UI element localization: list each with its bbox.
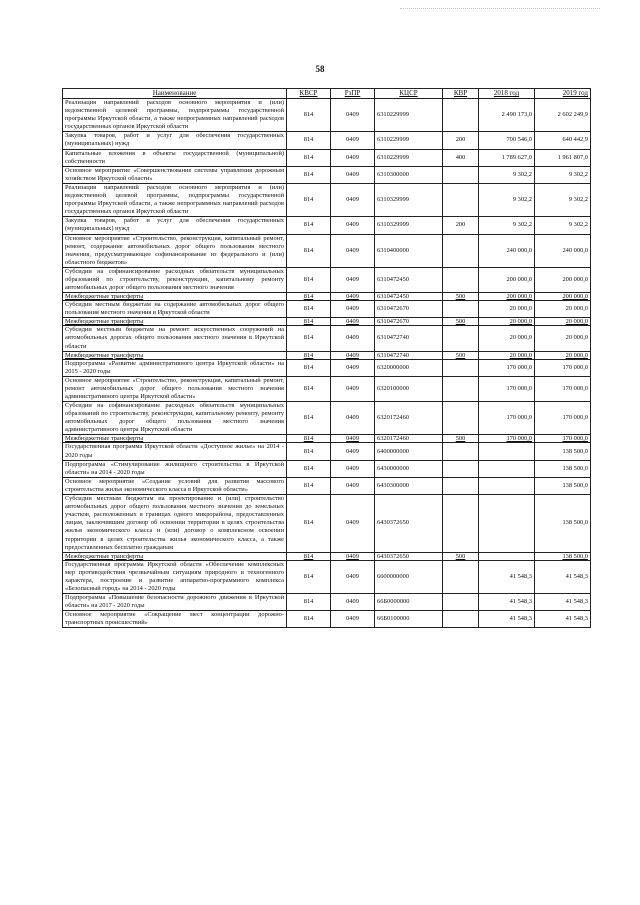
- cell-2018: [479, 443, 535, 460]
- cell-kvr: [443, 594, 479, 611]
- table-row: [63, 560, 591, 593]
- cell-2019: 138 500,0: [535, 443, 591, 460]
- cell-kvr: [443, 611, 479, 628]
- cell-kcsr: 6310472670: [375, 301, 443, 318]
- cell-2019: 170 000,0: [535, 402, 591, 435]
- cell-name: Основное мероприятие «Создание условий для развития массового строительства жилья экономического класса в Иркутской области»: [63, 477, 287, 494]
- table-row: [63, 376, 591, 401]
- table-row: [63, 183, 591, 216]
- cell-kvsr: 814: [287, 99, 331, 132]
- cell-kvsr: 814: [287, 351, 331, 359]
- cell-2018: 170 000,0: [479, 402, 535, 435]
- cell-2018: [479, 477, 535, 494]
- cell-2018: 700 546,0: [479, 132, 535, 149]
- cell-name: Субсидии местным бюджетам на ремонт искусственных сооружений на автомобильных дорогах общего пользования местного значения в Иркутской области: [63, 326, 287, 351]
- cell-2019: 640 442,9: [535, 132, 591, 149]
- cell-2018: 9 302,2: [479, 183, 535, 216]
- cell-kvr: [443, 495, 479, 553]
- cell-name: Закупка товаров, работ и услуг для обеспечения государственных (муниципальных) нужд: [63, 132, 287, 149]
- cell-2018: 170 000,0: [479, 359, 535, 376]
- cell-kcsr: 6430000000: [375, 460, 443, 477]
- cell-rzpr: 0409: [331, 217, 375, 234]
- cell-kvsr: 814: [287, 267, 331, 292]
- cell-kvr: [443, 443, 479, 460]
- cell-2019: 170 000,0: [535, 435, 591, 443]
- cell-2019: 20 000,0: [535, 326, 591, 351]
- cell-2018: 20 000,0: [479, 318, 535, 326]
- table-row-transfer: [63, 293, 591, 301]
- cell-2019: 138 500,0: [535, 552, 591, 560]
- cell-2019: 170 000,0: [535, 359, 591, 376]
- cell-name: Государственная программа Иркутской области «Доступное жилье» на 2014 - 2020 годы: [63, 443, 287, 460]
- cell-2019: 9 302,2: [535, 183, 591, 216]
- cell-kvr: [443, 402, 479, 435]
- cell-kcsr: 6310329999: [375, 217, 443, 234]
- cell-2019: 20 000,0: [535, 351, 591, 359]
- cell-2018: 9 302,2: [479, 166, 535, 183]
- cell-2018: 200 000,0: [479, 293, 535, 301]
- cell-2018: 41 548,3: [479, 611, 535, 628]
- cell-kcsr: 6430372650: [375, 495, 443, 553]
- table-row: [63, 402, 591, 435]
- cell-2018: 20 000,0: [479, 351, 535, 359]
- cell-rzpr: 0409: [331, 326, 375, 351]
- table-row: [63, 326, 591, 351]
- cell-kcsr: 6320100000: [375, 376, 443, 401]
- cell-rzpr: 0409: [331, 552, 375, 560]
- cell-rzpr: 0409: [331, 149, 375, 166]
- cell-2019: 1 961 807,0: [535, 149, 591, 166]
- cell-kvr: 500: [443, 351, 479, 359]
- cell-name: Межбюджетные трансферты: [63, 293, 287, 301]
- page-number: 58: [315, 64, 325, 74]
- table-row: [63, 301, 591, 318]
- cell-2018: 20 000,0: [479, 301, 535, 318]
- table-header: [63, 89, 591, 99]
- cell-2019: 138 500,0: [535, 460, 591, 477]
- cell-name: Субсидии местным бюджетам на содержание автомобильных дорог общего пользования местного значения в Иркутской области: [63, 301, 287, 318]
- budget-table: [62, 88, 591, 628]
- cell-name: Подпрограмма «Стимулирование жилищного строительства в Иркутской области» на 2014 - 2020 годы: [63, 460, 287, 477]
- cell-kcsr: 6430372650: [375, 552, 443, 560]
- table-row: [63, 234, 591, 267]
- table-row: [63, 267, 591, 292]
- table-row: [63, 217, 591, 234]
- cell-name: Межбюджетные трансферты: [63, 552, 287, 560]
- cell-kcsr: 6310229999: [375, 132, 443, 149]
- cell-kvr: 200: [443, 132, 479, 149]
- cell-kcsr: 6310229999: [375, 149, 443, 166]
- header-rzpr: РзПР: [331, 89, 375, 99]
- cell-kvsr: 814: [287, 552, 331, 560]
- cell-2018: 41 548,3: [479, 594, 535, 611]
- cell-2019: 9 302,2: [535, 166, 591, 183]
- cell-rzpr: 0409: [331, 318, 375, 326]
- cell-kcsr: 6600000000: [375, 560, 443, 593]
- cell-kcsr: 6310472450: [375, 293, 443, 301]
- cell-2019: 138 500,0: [535, 477, 591, 494]
- cell-kcsr: 6310472450: [375, 267, 443, 292]
- cell-kvsr: 814: [287, 359, 331, 376]
- cell-kvsr: 814: [287, 183, 331, 216]
- cell-name: Подпрограмма «Повышение безопасности дорожного движения в Иркутской области» на 2017 - 2020 годы: [63, 594, 287, 611]
- table-row: [63, 166, 591, 183]
- cell-rzpr: 0409: [331, 301, 375, 318]
- cell-kvr: [443, 234, 479, 267]
- cell-kvsr: 814: [287, 594, 331, 611]
- cell-kcsr: 6310229999: [375, 99, 443, 132]
- cell-kvsr: 814: [287, 149, 331, 166]
- cell-kvsr: 814: [287, 435, 331, 443]
- cell-kcsr: 66Б0000000: [375, 594, 443, 611]
- cell-rzpr: 0409: [331, 402, 375, 435]
- cell-rzpr: 0409: [331, 460, 375, 477]
- cell-rzpr: 0409: [331, 99, 375, 132]
- cell-rzpr: 0409: [331, 293, 375, 301]
- table-row: [63, 594, 591, 611]
- cell-2019: 2 602 249,9: [535, 99, 591, 132]
- cell-kcsr: 6310329999: [375, 183, 443, 216]
- cell-2018: 200 000,0: [479, 267, 535, 292]
- cell-kvr: [443, 267, 479, 292]
- cell-name: Субсидии на софинансирование расходных обязательств муниципальных образований по строительству, реконструкции, капитальному ремонту автомобильных дорог общего пользования местного значения: [63, 267, 287, 292]
- table-row: [63, 477, 591, 494]
- cell-2018: 170 000,0: [479, 435, 535, 443]
- cell-kvr: [443, 560, 479, 593]
- cell-2019: 20 000,0: [535, 318, 591, 326]
- table-row: [63, 495, 591, 553]
- table-row-transfer: [63, 552, 591, 560]
- cell-name: Реализация направлений расходов основного мероприятия и (или) ведомственной целевой программы, подпрограммы государственной программы Иркутской области, а также непрограммных направлений расходов государственных органов Иркутской области: [63, 99, 287, 132]
- cell-rzpr: 0409: [331, 611, 375, 628]
- cell-rzpr: 0409: [331, 495, 375, 553]
- cell-kvr: [443, 376, 479, 401]
- table-row: [63, 149, 591, 166]
- cell-2018: 240 000,0: [479, 234, 535, 267]
- header-2018: 2018 год: [479, 89, 535, 99]
- cell-name: Межбюджетные трансферты: [63, 318, 287, 326]
- table-row: [63, 99, 591, 132]
- cell-kcsr: 6310400000: [375, 234, 443, 267]
- cell-2019: 20 000,0: [535, 301, 591, 318]
- cell-kvsr: 814: [287, 460, 331, 477]
- cell-kcsr: 6310472740: [375, 326, 443, 351]
- header-kcsr: КЦСР: [375, 89, 443, 99]
- scan-artifact: [400, 8, 600, 39]
- cell-name: Реализация направлений расходов основного мероприятия и (или) ведомственной целевой программы, подпрограммы государственной программы Иркутской области, а также непрограммных направлений расходов государственных органов Иркутской области: [63, 183, 287, 216]
- cell-kvsr: 814: [287, 132, 331, 149]
- cell-kvr: 500: [443, 318, 479, 326]
- cell-2018: [479, 552, 535, 560]
- table-row-transfer: [63, 351, 591, 359]
- cell-kcsr: 6310472740: [375, 351, 443, 359]
- cell-kvr: [443, 166, 479, 183]
- cell-kvsr: 814: [287, 293, 331, 301]
- header-kvsr: КВСР: [287, 89, 331, 99]
- cell-name: Основное мероприятие «Строительство, реконструкция, капитальный ремонт, ремонт, содержание автомобильных дорог общего пользования местного значения, предусматривающее софинансирование из федерального и (или) областного бюджетов»: [63, 234, 287, 267]
- cell-name: Закупка товаров, работ и услуг для обеспечения государственных (муниципальных) нужд: [63, 217, 287, 234]
- cell-name: Основное мероприятие «Сокращение мест концентрации дорожно-транспортных происшествий»: [63, 611, 287, 628]
- cell-kcsr: 6310472670: [375, 318, 443, 326]
- cell-rzpr: 0409: [331, 132, 375, 149]
- cell-kvsr: 814: [287, 301, 331, 318]
- cell-kvr: [443, 99, 479, 132]
- cell-2018: [479, 495, 535, 553]
- cell-2019: 41 548,3: [535, 611, 591, 628]
- cell-kvr: 500: [443, 293, 479, 301]
- table-row: [63, 611, 591, 628]
- cell-2019: 138 500,0: [535, 495, 591, 553]
- cell-name: Межбюджетные трансферты: [63, 435, 287, 443]
- cell-name: Основное мероприятие «Совершенствование системы управления дорожным хозяйством Иркутской области»: [63, 166, 287, 183]
- table-row-transfer: [63, 435, 591, 443]
- cell-rzpr: 0409: [331, 351, 375, 359]
- cell-kvsr: 814: [287, 495, 331, 553]
- cell-name: Подпрограмма «Развитие административного центра Иркутской области» на 2015 - 2020 годы: [63, 359, 287, 376]
- cell-2018: 170 000,0: [479, 376, 535, 401]
- cell-2019: 41 548,3: [535, 560, 591, 593]
- cell-rzpr: 0409: [331, 166, 375, 183]
- cell-2019: 240 000,0: [535, 234, 591, 267]
- cell-rzpr: 0409: [331, 359, 375, 376]
- cell-2019: 200 000,0: [535, 293, 591, 301]
- cell-kcsr: 6310300000: [375, 166, 443, 183]
- table-row-transfer: [63, 318, 591, 326]
- cell-rzpr: 0409: [331, 477, 375, 494]
- cell-rzpr: 0409: [331, 267, 375, 292]
- cell-2019: 170 000,0: [535, 376, 591, 401]
- table-row: [63, 359, 591, 376]
- cell-rzpr: 0409: [331, 443, 375, 460]
- cell-rzpr: 0409: [331, 183, 375, 216]
- cell-kvr: 400: [443, 149, 479, 166]
- table-body: [63, 99, 591, 628]
- cell-rzpr: 0409: [331, 234, 375, 267]
- table-row: [63, 132, 591, 149]
- cell-kvr: [443, 477, 479, 494]
- cell-2018: [479, 460, 535, 477]
- cell-kcsr: 6320172460: [375, 402, 443, 435]
- cell-kvsr: 814: [287, 166, 331, 183]
- cell-2018: 2 490 173,0: [479, 99, 535, 132]
- cell-kvsr: 814: [287, 318, 331, 326]
- cell-kvsr: 814: [287, 611, 331, 628]
- cell-rzpr: 0409: [331, 594, 375, 611]
- cell-kvr: [443, 326, 479, 351]
- cell-2018: 1 789 627,0: [479, 149, 535, 166]
- cell-kvr: [443, 460, 479, 477]
- cell-kvr: [443, 183, 479, 216]
- cell-name: Субсидии на софинансирование расходных обязательств муниципальных образований по строительству, реконструкции, капитальному ремонту, ремонту автомобильных дорог общего пользования местного значения административного центра Иркутской области: [63, 402, 287, 435]
- cell-name: Межбюджетные трансферты: [63, 351, 287, 359]
- cell-kcsr: 6320172460: [375, 435, 443, 443]
- cell-kvsr: 814: [287, 477, 331, 494]
- cell-kvsr: 814: [287, 402, 331, 435]
- cell-kvr: [443, 301, 479, 318]
- cell-name: Капитальные вложения в объекты государственной (муниципальной) собственности: [63, 149, 287, 166]
- cell-kvsr: 814: [287, 217, 331, 234]
- cell-kvsr: 814: [287, 560, 331, 593]
- cell-2019: 200 000,0: [535, 267, 591, 292]
- cell-2018: 20 000,0: [479, 326, 535, 351]
- cell-kvsr: 814: [287, 326, 331, 351]
- cell-2018: 41 548,3: [479, 560, 535, 593]
- cell-rzpr: 0409: [331, 376, 375, 401]
- header-kvr: КВР: [443, 89, 479, 99]
- cell-kvr: [443, 359, 479, 376]
- cell-kvr: 200: [443, 217, 479, 234]
- cell-rzpr: 0409: [331, 560, 375, 593]
- table-row: [63, 443, 591, 460]
- cell-name: Государственная программа Иркутской области «Обеспечение комплексных мер противодействия чрезвычайным ситуациям природного и техногенного характера, построение и развитие аппаратно-программного комплекса «Безопасный город» на 2014 - 2020 годы: [63, 560, 287, 593]
- cell-kcsr: 6430300000: [375, 477, 443, 494]
- cell-kvr: 500: [443, 435, 479, 443]
- cell-name: Основное мероприятие «Строительство, реконструкция, капитальный ремонт, ремонт автомобильных дорог общего пользования местного значения административного центра Иркутской области»: [63, 376, 287, 401]
- cell-kcsr: 6400000000: [375, 443, 443, 460]
- cell-kvsr: 814: [287, 376, 331, 401]
- cell-kvsr: 814: [287, 234, 331, 267]
- cell-kcsr: 6320000000: [375, 359, 443, 376]
- cell-2018: 9 302,2: [479, 217, 535, 234]
- cell-2019: 41 548,3: [535, 594, 591, 611]
- cell-rzpr: 0409: [331, 435, 375, 443]
- cell-kvsr: 814: [287, 443, 331, 460]
- cell-name: Субсидии местным бюджетам на проектирование и (или) строительство автомобильных дорог общего пользования местного значения до земельных участков, расположенных в границах одного микрорайона, предоставленных лицам, заключившим договор об освоении территории в целях строительства жилья экономического класса и (или) договор о комплексном освоении территории в целях строительства жилья экономического класса, а также предоставленных бесплатно гражданам: [63, 495, 287, 553]
- cell-kvr: 500: [443, 552, 479, 560]
- header-name: Наименование: [63, 89, 287, 99]
- cell-kcsr: 66Б0100000: [375, 611, 443, 628]
- cell-2019: 9 302,2: [535, 217, 591, 234]
- table-row: [63, 460, 591, 477]
- header-2019: 2019 год: [535, 89, 591, 99]
